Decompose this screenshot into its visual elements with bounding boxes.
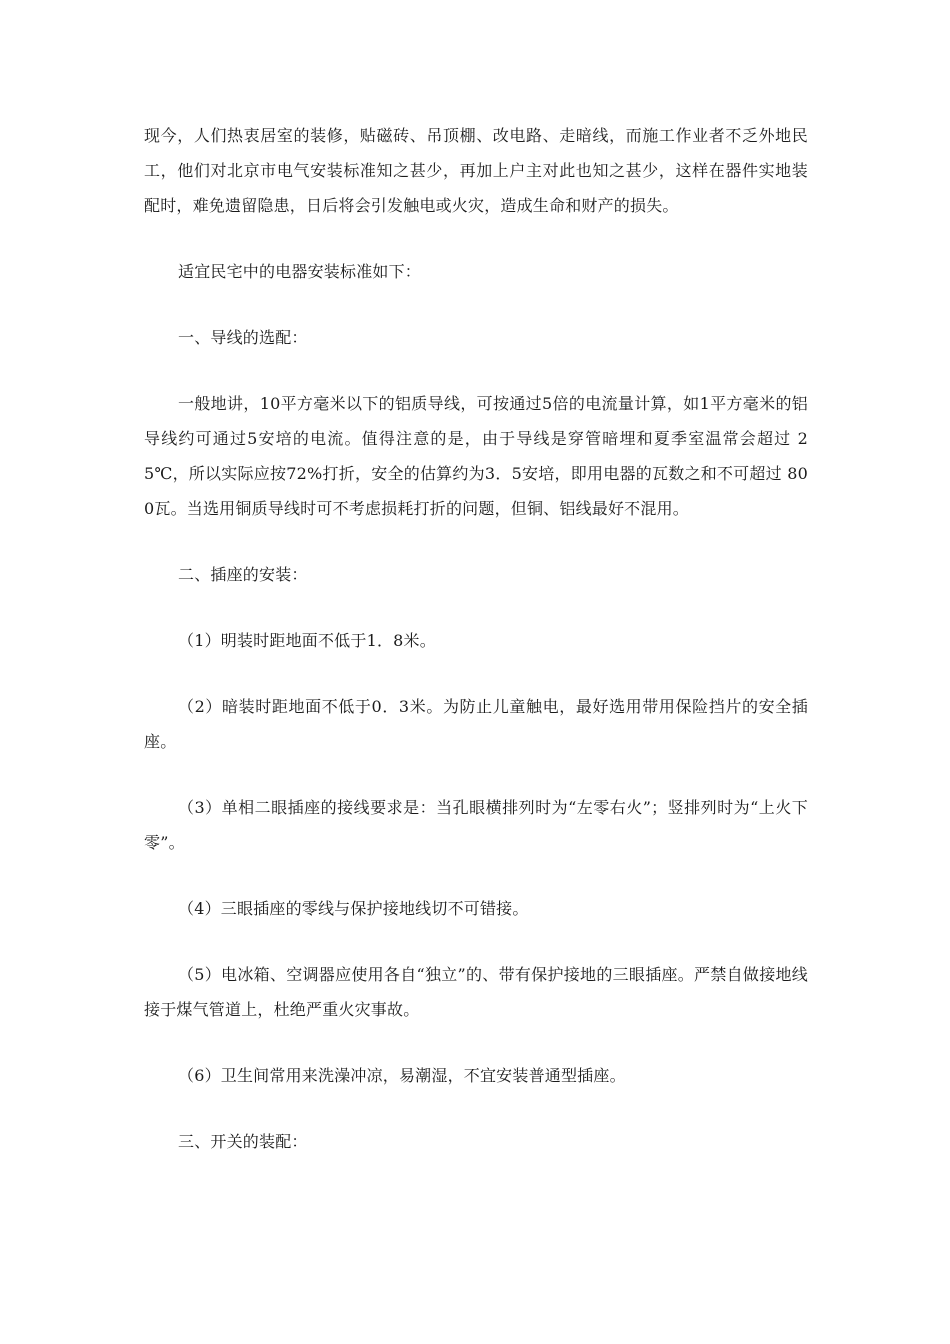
socket-item-3: （3）单相二眼插座的接线要求是：当孔眼横排列时为“左零右火”；竖排列时为“上火下零”。 (144, 798, 808, 852)
section-heading-socket-installation: 二、插座的安装： (178, 565, 308, 584)
socket-item-6: （6）卫生间常用来洗澡冲凉，易潮湿，不宜安装普通型插座。 (178, 1066, 626, 1085)
socket-item-5: （5）电冰箱、空调器应使用各自“独立”的、带有保护接地的三眼插座。严禁自做接地线接于煤气管道上，杜绝严重火灾事故。 (144, 965, 808, 1019)
section-heading-wire-selection: 一、导线的选配： (178, 328, 308, 347)
intro-paragraph: 现今，人们热衷居室的装修，贴磁砖、吊顶棚、改电路、走暗线，而施工作业者不乏外地民工，他们对北京市电气安装标准知之甚少，再加上户主对此也知之甚少，这样在器件实地装配时，难免遗留隐患，日后将会引发触电或火灾，造成生命和财产的损失。 (144, 126, 808, 215)
wire-selection-paragraph: 一般地讲，10平方毫米以下的铝质导线，可按通过5倍的电流量计算，如1平方毫米的铝导线约可通过5安培的电流。值得注意的是，由于导线是穿管暗埋和夏季室温常会超过 25℃，所以实际应按72%打折，安全的估算约为3．5安培，即用电器的瓦数之和不可超过 800瓦。当选用铜质导线时可不考虑损耗打折的问题，但铜、铝线最好不混用。 (144, 394, 808, 518)
document-body (144, 118, 808, 1190)
socket-item-4: （4）三眼插座的零线与保护接地线切不可错接。 (178, 899, 529, 918)
socket-item-1: （1）明装时距地面不低于1．8米。 (178, 631, 436, 650)
socket-item-2: （2）暗装时距地面不低于0．3米。为防止儿童触电，最好选用带用保险挡片的安全插座。 (144, 697, 808, 751)
section-heading-switch-assembly: 三、开关的装配： (178, 1132, 308, 1151)
standards-intro-paragraph: 适宜民宅中的电器安装标准如下： (178, 262, 422, 281)
